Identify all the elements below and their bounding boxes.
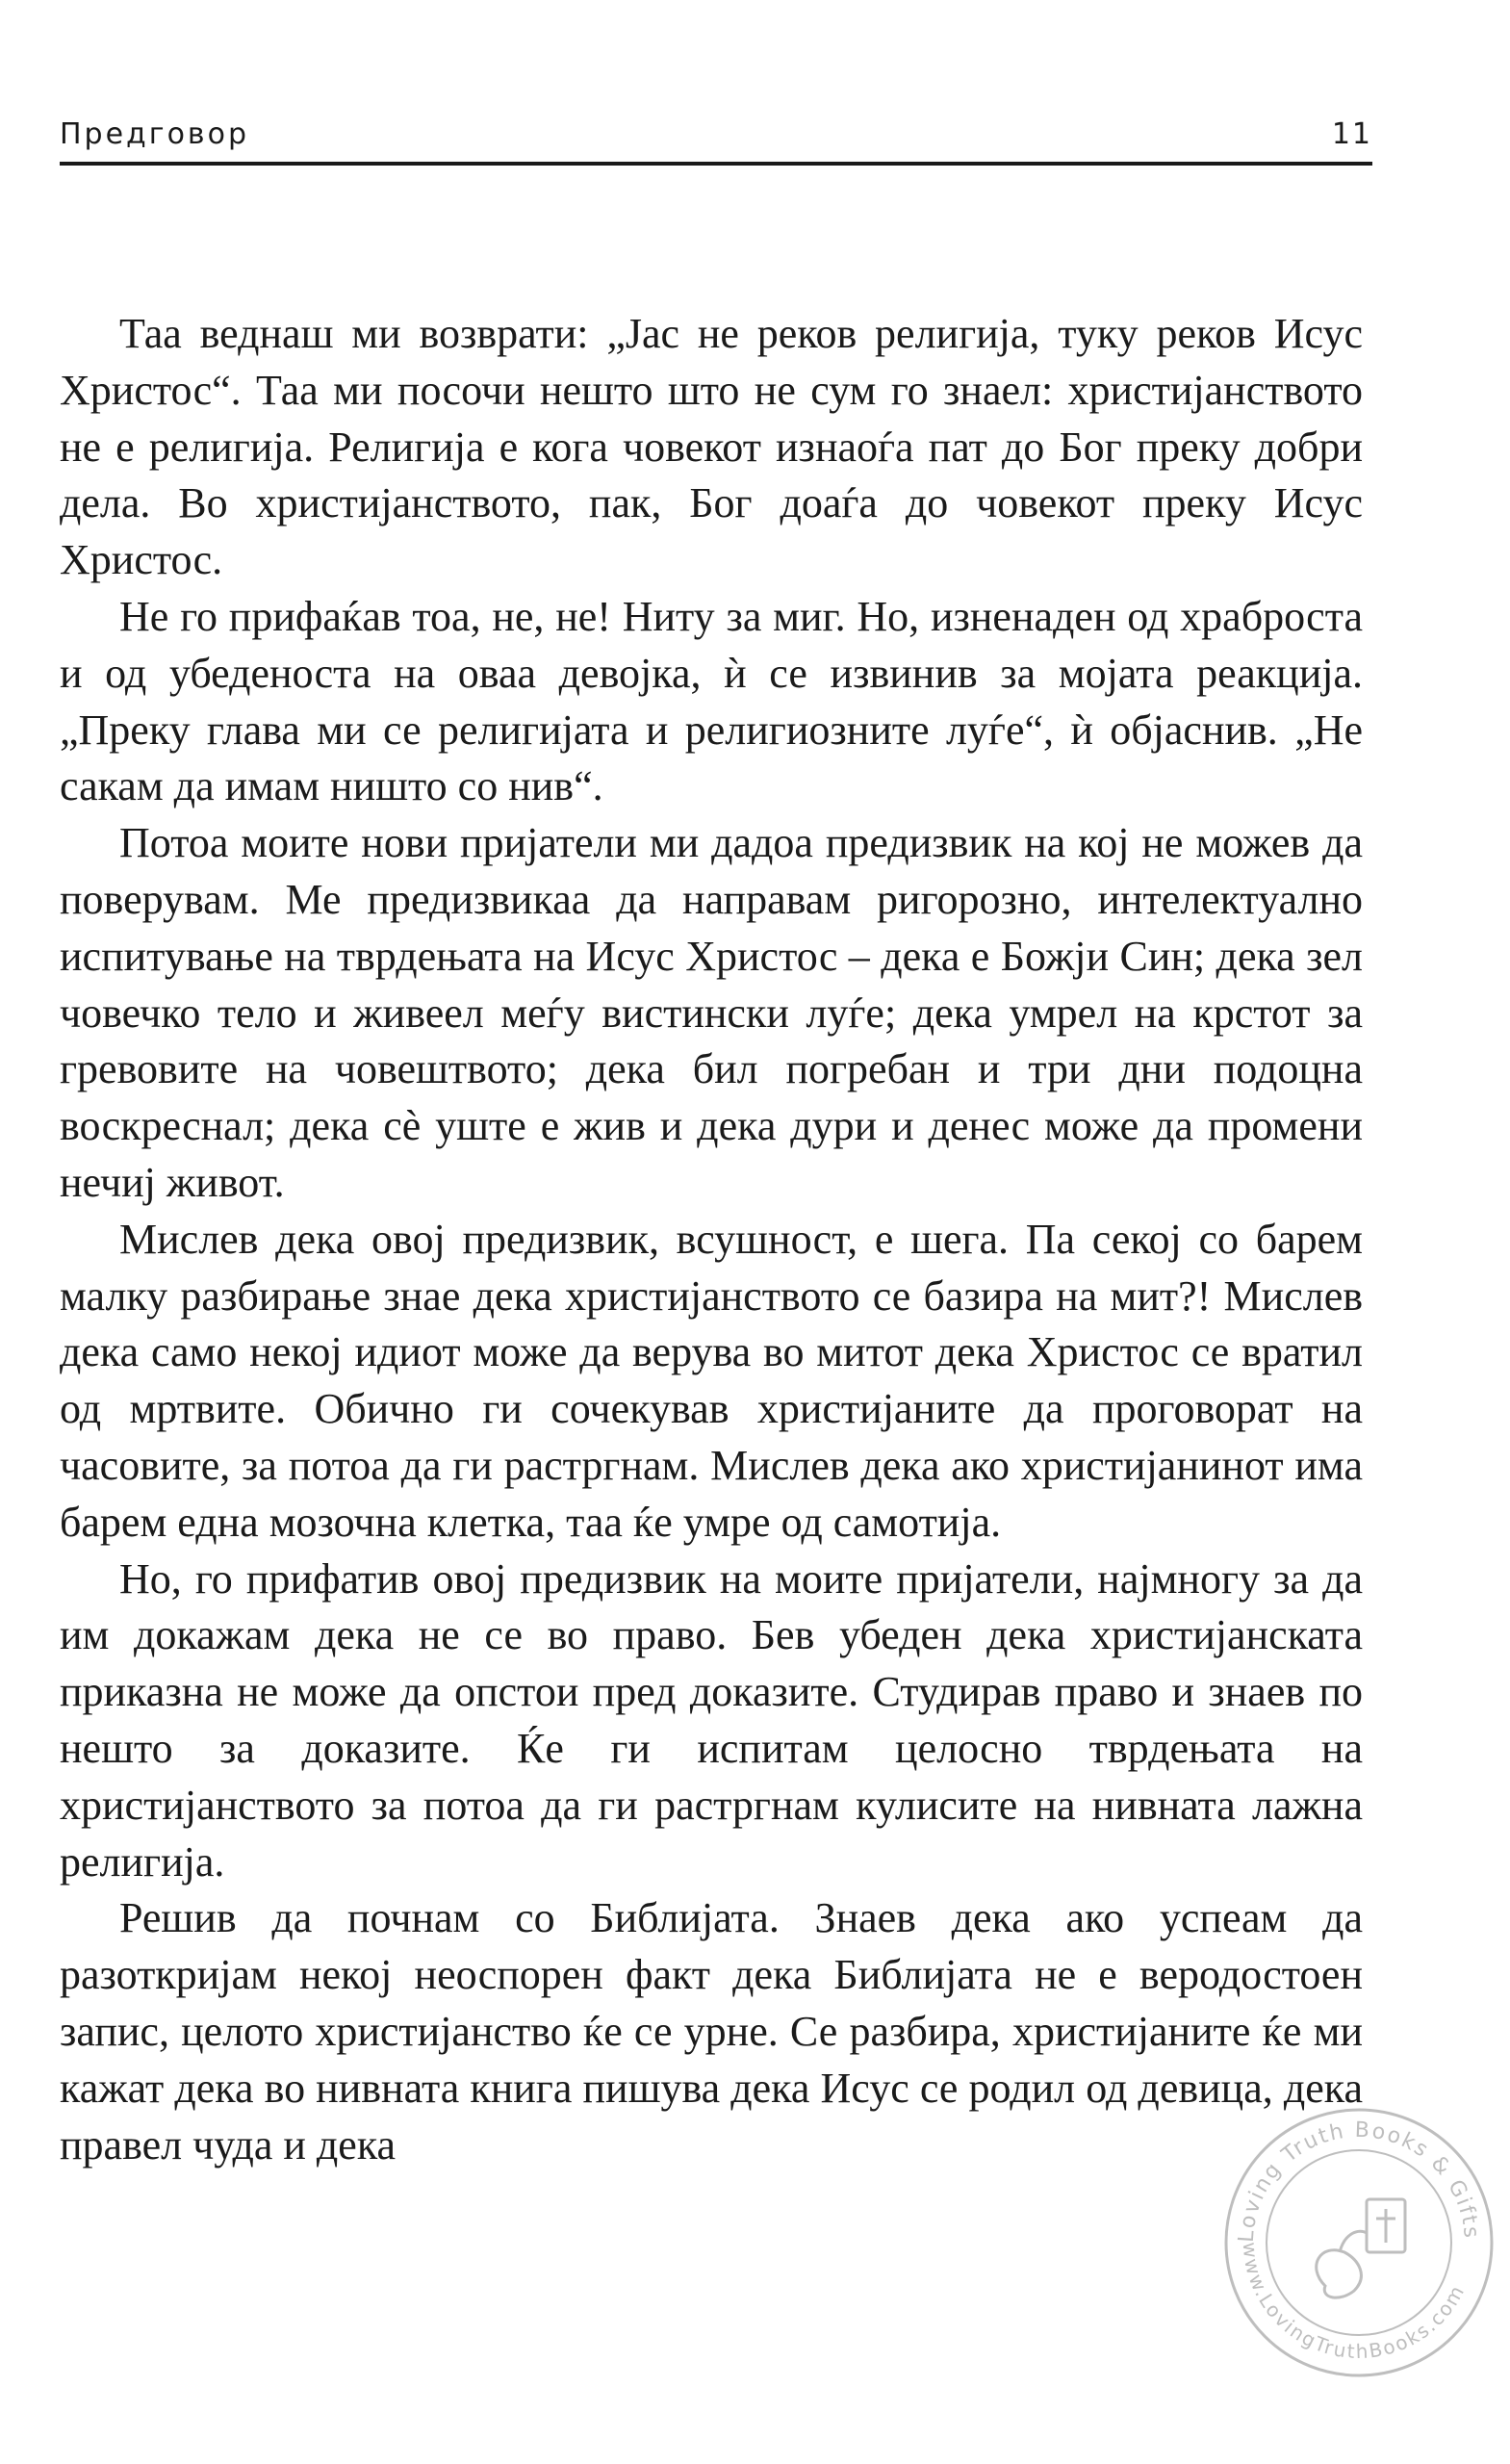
- paragraph: Потоа моите нови пријатели ми дадоа предизвик на кој не можев да поверувам. Ме предизвикаа да направам ригорозно, интелектуално испитување на тврдењата на Исус Христос – дека е Божји Син; дека зел човечко тело и живеел меѓу вистински луѓе; дека умрел на крстот за гревовите на човештвото; дека бил погребан и три дни подоцна воскреснал; дека сè уште е жив и дека дури и денес може да промени нечиј живот.: [60, 819, 1363, 1206]
- book-cross-icon: [1317, 2199, 1405, 2297]
- page-number: 11: [1331, 117, 1372, 151]
- paragraph: Решив да почнам со Библијата. Знаев дека ако успеам да разоткријам некој неоспорен факт дека Библијата не е веродостоен запис, целото христијанство ќе се урне. Се разбира, христијаните ќе ми кажат дека во нивната книга пишува дека Исус се родил од девица, дека правел чуда и дека: [60, 1894, 1363, 2169]
- paragraph: Мислев дека овој предизвик, всушност, е шега. Па секој со барем малку разбирање знае дека христијанството се базира на мит?! Мислев дека само некој идиот може да верува во митот дека Христос се вратил од мртвите. Обично ги сочекував христијаните да проговорат на часовите, за потоа да ги растргнам. Мислев дека ако христијанинот има барем една мозочна клетка, таа ќе умре од самотија.: [60, 1215, 1363, 1546]
- paragraph: Но, го прифатив овој предизвик на моите пријатели, најмногу за да им докажам дека не се во право. Бев убеден дека христијанската приказна не може да опстои пред доказите. Студирав право и знаев по нешто за доказите. Ќе ги испитам целосно тврдењата на христијанството за потоа да ги растргнам кулисите на нивната лажна религија.: [60, 1554, 1363, 1886]
- running-header: [60, 114, 1372, 166]
- bookstore-stamp: [1215, 2098, 1503, 2387]
- chapter-title: Предговор: [60, 117, 249, 151]
- paragraph: Таа веднаш ми возврати: „Јас не реков религија, туку реков Исус Христос“. Таа ми посочи нешто што не сум го знаел: христијанството не е религија. Религија е кога човекот изнаоѓа пат до Бог преку добри дела. Во христијанството, пак, Бог доаѓа до човекот преку Исус Христос.: [60, 310, 1363, 584]
- stamp-text-top: Loving Truth Books & Gifts: [1234, 2118, 1484, 2244]
- paragraph: Не го прифаќав тоа, не, не! Ниту за миг. Но, изненаден од храброста и од убеденоста на оваа девојка, ѝ се извинив за мојата реакција. „Преку глава ми се религијата и религиозните луѓе“, ѝ објаснив. „Не сакам да имам ништо со нив“.: [60, 592, 1363, 810]
- stamp-text-bottom: www.LovingTruthBooks.com: [1238, 2241, 1470, 2364]
- body-text: [60, 306, 1363, 2173]
- stamp-inner-ring: [1267, 2150, 1451, 2335]
